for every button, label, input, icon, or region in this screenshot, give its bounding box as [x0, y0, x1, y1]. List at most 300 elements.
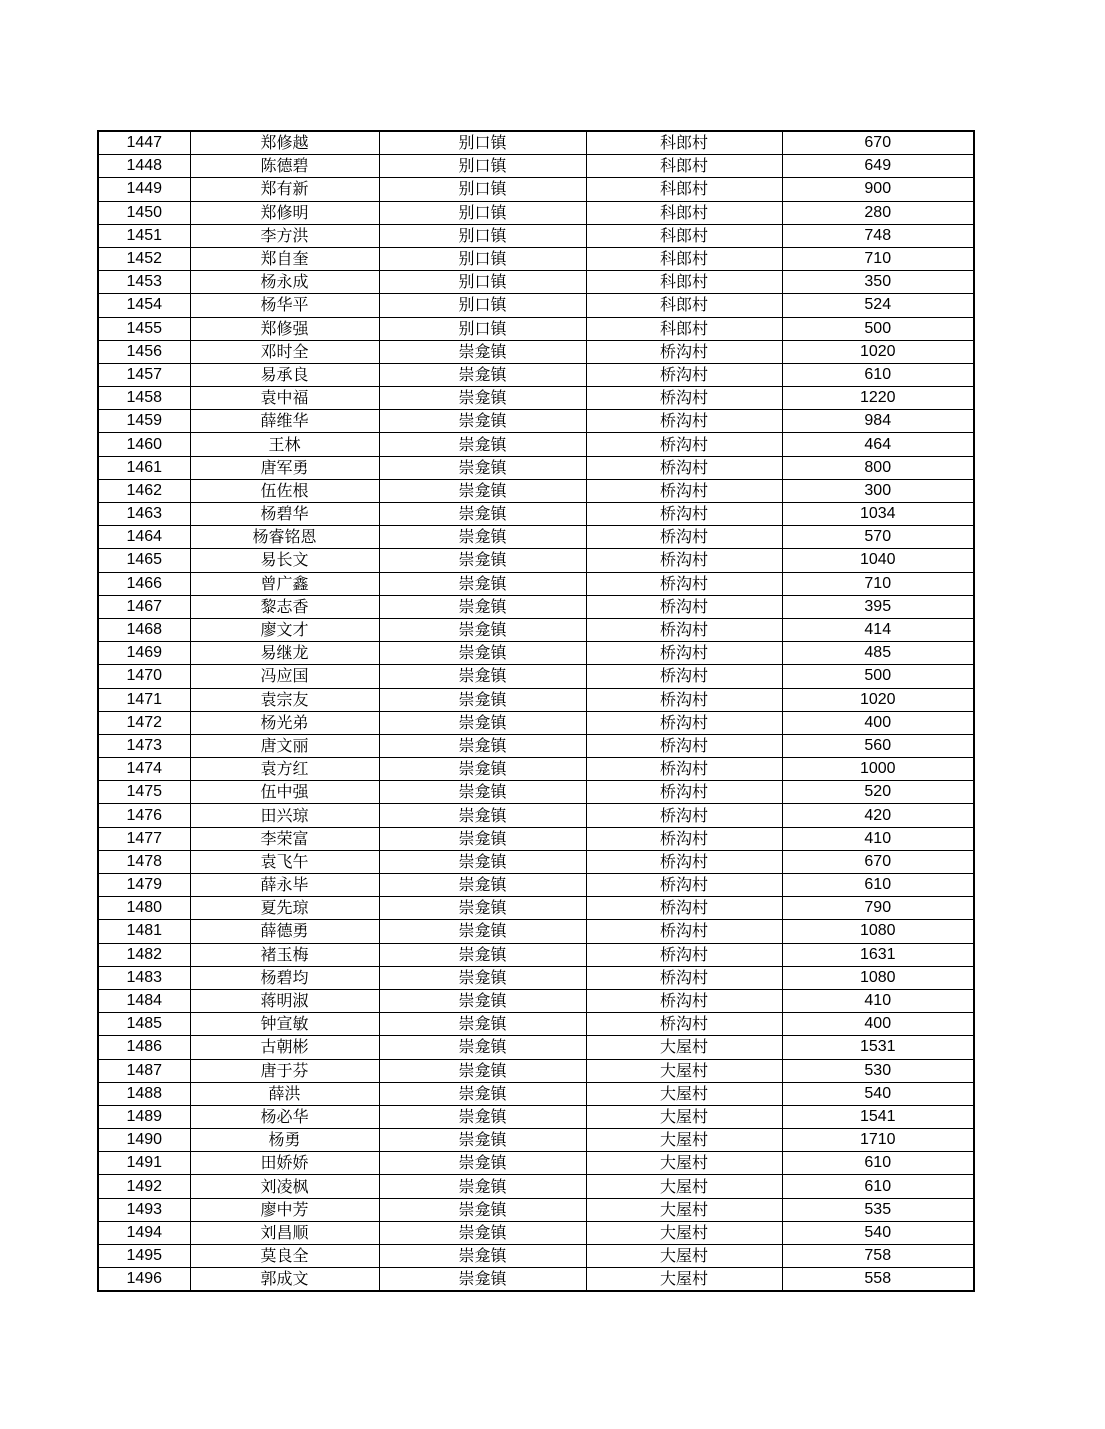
- table-row: [98, 665, 974, 688]
- row-number-cell: 1464: [98, 526, 190, 549]
- village-cell: 科郎村: [586, 247, 782, 270]
- town-cell: 崇龛镇: [379, 1268, 586, 1292]
- town-cell: 别口镇: [379, 201, 586, 224]
- row-number-cell: 1478: [98, 850, 190, 873]
- amount-cell: 610: [782, 1175, 974, 1198]
- person-name-cell: 杨光弟: [190, 711, 379, 734]
- person-name-cell: 袁中福: [190, 387, 379, 410]
- town-cell: 崇龛镇: [379, 1175, 586, 1198]
- amount-cell: 395: [782, 595, 974, 618]
- table-row: [98, 827, 974, 850]
- table-row: [98, 178, 974, 201]
- row-number-cell: 1483: [98, 966, 190, 989]
- table-row: [98, 224, 974, 247]
- person-name-cell: 冯应国: [190, 665, 379, 688]
- village-cell: 桥沟村: [586, 387, 782, 410]
- table-row: [98, 155, 974, 178]
- village-cell: 桥沟村: [586, 897, 782, 920]
- row-number-cell: 1475: [98, 781, 190, 804]
- person-name-cell: 薛洪: [190, 1082, 379, 1105]
- table-row: [98, 642, 974, 665]
- row-number-cell: 1484: [98, 989, 190, 1012]
- person-name-cell: 李方洪: [190, 224, 379, 247]
- person-name-cell: 郑修强: [190, 317, 379, 340]
- person-name-cell: 薛维华: [190, 410, 379, 433]
- amount-cell: 280: [782, 201, 974, 224]
- town-cell: 别口镇: [379, 271, 586, 294]
- amount-cell: 524: [782, 294, 974, 317]
- village-cell: 桥沟村: [586, 456, 782, 479]
- village-cell: 大屋村: [586, 1268, 782, 1292]
- village-cell: 桥沟村: [586, 827, 782, 850]
- amount-cell: 485: [782, 642, 974, 665]
- person-name-cell: 蒋明淑: [190, 989, 379, 1012]
- amount-cell: 900: [782, 178, 974, 201]
- village-cell: 科郎村: [586, 155, 782, 178]
- person-name-cell: 袁方红: [190, 758, 379, 781]
- town-cell: 崇龛镇: [379, 665, 586, 688]
- town-cell: 崇龛镇: [379, 1082, 586, 1105]
- person-name-cell: 黎志香: [190, 595, 379, 618]
- table-row: [98, 1245, 974, 1268]
- row-number-cell: 1477: [98, 827, 190, 850]
- town-cell: 别口镇: [379, 247, 586, 270]
- town-cell: 崇龛镇: [379, 363, 586, 386]
- row-number-cell: 1468: [98, 618, 190, 641]
- person-name-cell: 易承良: [190, 363, 379, 386]
- village-cell: 大屋村: [586, 1129, 782, 1152]
- table-row: [98, 572, 974, 595]
- amount-cell: 610: [782, 874, 974, 897]
- row-number-cell: 1470: [98, 665, 190, 688]
- table-row: [98, 1036, 974, 1059]
- table-row: [98, 1198, 974, 1221]
- village-cell: 大屋村: [586, 1082, 782, 1105]
- village-cell: 大屋村: [586, 1221, 782, 1244]
- person-name-cell: 杨华平: [190, 294, 379, 317]
- row-number-cell: 1449: [98, 178, 190, 201]
- person-name-cell: 袁宗友: [190, 688, 379, 711]
- town-cell: 别口镇: [379, 224, 586, 247]
- row-number-cell: 1488: [98, 1082, 190, 1105]
- table-row: [98, 247, 974, 270]
- amount-cell: 400: [782, 1013, 974, 1036]
- village-cell: 桥沟村: [586, 549, 782, 572]
- person-name-cell: 田兴琼: [190, 804, 379, 827]
- amount-cell: 670: [782, 850, 974, 873]
- table-row: [98, 503, 974, 526]
- town-cell: 崇龛镇: [379, 1245, 586, 1268]
- village-cell: 桥沟村: [586, 758, 782, 781]
- town-cell: 崇龛镇: [379, 734, 586, 757]
- village-cell: 桥沟村: [586, 966, 782, 989]
- table-row: [98, 920, 974, 943]
- row-number-cell: 1457: [98, 363, 190, 386]
- amount-cell: 1034: [782, 503, 974, 526]
- village-cell: 桥沟村: [586, 642, 782, 665]
- person-name-cell: 杨睿铭恩: [190, 526, 379, 549]
- town-cell: 崇龛镇: [379, 479, 586, 502]
- row-number-cell: 1460: [98, 433, 190, 456]
- village-cell: 科郎村: [586, 271, 782, 294]
- amount-cell: 758: [782, 1245, 974, 1268]
- amount-cell: 410: [782, 989, 974, 1012]
- person-name-cell: 薛永毕: [190, 874, 379, 897]
- row-number-cell: 1456: [98, 340, 190, 363]
- person-name-cell: 曾广鑫: [190, 572, 379, 595]
- row-number-cell: 1490: [98, 1129, 190, 1152]
- row-number-cell: 1463: [98, 503, 190, 526]
- row-number-cell: 1448: [98, 155, 190, 178]
- town-cell: 崇龛镇: [379, 897, 586, 920]
- row-number-cell: 1462: [98, 479, 190, 502]
- table-row: [98, 456, 974, 479]
- village-cell: 科郎村: [586, 178, 782, 201]
- town-cell: 崇龛镇: [379, 572, 586, 595]
- amount-cell: 710: [782, 247, 974, 270]
- table-row: [98, 131, 974, 155]
- amount-cell: 800: [782, 456, 974, 479]
- person-name-cell: 郑修越: [190, 131, 379, 155]
- town-cell: 崇龛镇: [379, 1129, 586, 1152]
- village-cell: 桥沟村: [586, 433, 782, 456]
- town-cell: 别口镇: [379, 178, 586, 201]
- amount-cell: 350: [782, 271, 974, 294]
- person-name-cell: 郑有新: [190, 178, 379, 201]
- village-cell: 桥沟村: [586, 618, 782, 641]
- amount-cell: 790: [782, 897, 974, 920]
- village-cell: 桥沟村: [586, 572, 782, 595]
- amount-cell: 670: [782, 131, 974, 155]
- amount-cell: 1080: [782, 966, 974, 989]
- person-name-cell: 杨碧华: [190, 503, 379, 526]
- row-number-cell: 1450: [98, 201, 190, 224]
- table-row: [98, 433, 974, 456]
- amount-cell: 420: [782, 804, 974, 827]
- village-cell: 桥沟村: [586, 595, 782, 618]
- table-row: [98, 688, 974, 711]
- data-table: [97, 130, 975, 1292]
- person-name-cell: 邓时全: [190, 340, 379, 363]
- town-cell: 崇龛镇: [379, 850, 586, 873]
- amount-cell: 1080: [782, 920, 974, 943]
- town-cell: 崇龛镇: [379, 827, 586, 850]
- town-cell: 崇龛镇: [379, 503, 586, 526]
- table-row: [98, 317, 974, 340]
- amount-cell: 1220: [782, 387, 974, 410]
- row-number-cell: 1454: [98, 294, 190, 317]
- town-cell: 崇龛镇: [379, 966, 586, 989]
- person-name-cell: 古朝彬: [190, 1036, 379, 1059]
- row-number-cell: 1466: [98, 572, 190, 595]
- town-cell: 崇龛镇: [379, 387, 586, 410]
- village-cell: 大屋村: [586, 1036, 782, 1059]
- amount-cell: 540: [782, 1082, 974, 1105]
- amount-cell: 649: [782, 155, 974, 178]
- table-row: [98, 1129, 974, 1152]
- amount-cell: 610: [782, 1152, 974, 1175]
- village-cell: 桥沟村: [586, 920, 782, 943]
- table-row: [98, 479, 974, 502]
- table-row: [98, 1082, 974, 1105]
- row-number-cell: 1489: [98, 1105, 190, 1128]
- row-number-cell: 1479: [98, 874, 190, 897]
- person-name-cell: 李荣富: [190, 827, 379, 850]
- amount-cell: 610: [782, 363, 974, 386]
- village-cell: 桥沟村: [586, 479, 782, 502]
- row-number-cell: 1493: [98, 1198, 190, 1221]
- village-cell: 大屋村: [586, 1245, 782, 1268]
- person-name-cell: 郑自奎: [190, 247, 379, 270]
- village-cell: 科郎村: [586, 317, 782, 340]
- table-row: [98, 294, 974, 317]
- town-cell: 崇龛镇: [379, 989, 586, 1012]
- amount-cell: 414: [782, 618, 974, 641]
- town-cell: 别口镇: [379, 317, 586, 340]
- person-name-cell: 唐文丽: [190, 734, 379, 757]
- village-cell: 科郎村: [586, 294, 782, 317]
- table-row: [98, 1175, 974, 1198]
- amount-cell: 464: [782, 433, 974, 456]
- town-cell: 崇龛镇: [379, 1198, 586, 1221]
- amount-cell: 1040: [782, 549, 974, 572]
- table-row: [98, 549, 974, 572]
- person-name-cell: 郑修明: [190, 201, 379, 224]
- amount-cell: 1000: [782, 758, 974, 781]
- table-row: [98, 1059, 974, 1082]
- row-number-cell: 1451: [98, 224, 190, 247]
- town-cell: 崇龛镇: [379, 549, 586, 572]
- town-cell: 崇龛镇: [379, 920, 586, 943]
- village-cell: 大屋村: [586, 1059, 782, 1082]
- town-cell: 崇龛镇: [379, 1152, 586, 1175]
- row-number-cell: 1474: [98, 758, 190, 781]
- amount-cell: 570: [782, 526, 974, 549]
- village-cell: 桥沟村: [586, 410, 782, 433]
- row-number-cell: 1447: [98, 131, 190, 155]
- town-cell: 崇龛镇: [379, 433, 586, 456]
- row-number-cell: 1486: [98, 1036, 190, 1059]
- amount-cell: 748: [782, 224, 974, 247]
- village-cell: 桥沟村: [586, 1013, 782, 1036]
- town-cell: 别口镇: [379, 294, 586, 317]
- amount-cell: 984: [782, 410, 974, 433]
- person-name-cell: 田娇娇: [190, 1152, 379, 1175]
- row-number-cell: 1461: [98, 456, 190, 479]
- table-row: [98, 595, 974, 618]
- table-row: [98, 734, 974, 757]
- table-row: [98, 943, 974, 966]
- person-name-cell: 褚玉梅: [190, 943, 379, 966]
- amount-cell: 400: [782, 711, 974, 734]
- village-cell: 大屋村: [586, 1198, 782, 1221]
- person-name-cell: 袁飞午: [190, 850, 379, 873]
- row-number-cell: 1496: [98, 1268, 190, 1292]
- table-row: [98, 410, 974, 433]
- table-row: [98, 781, 974, 804]
- table-row: [98, 1013, 974, 1036]
- person-name-cell: 夏先琼: [190, 897, 379, 920]
- table-row: [98, 340, 974, 363]
- table-row: [98, 1221, 974, 1244]
- amount-cell: 500: [782, 317, 974, 340]
- row-number-cell: 1465: [98, 549, 190, 572]
- town-cell: 崇龛镇: [379, 1221, 586, 1244]
- row-number-cell: 1487: [98, 1059, 190, 1082]
- person-name-cell: 伍中强: [190, 781, 379, 804]
- table-row: [98, 897, 974, 920]
- town-cell: 崇龛镇: [379, 943, 586, 966]
- table-row: [98, 966, 974, 989]
- town-cell: 崇龛镇: [379, 874, 586, 897]
- amount-cell: 520: [782, 781, 974, 804]
- amount-cell: 500: [782, 665, 974, 688]
- row-number-cell: 1473: [98, 734, 190, 757]
- row-number-cell: 1469: [98, 642, 190, 665]
- table-row: [98, 1268, 974, 1292]
- village-cell: 科郎村: [586, 131, 782, 155]
- village-cell: 桥沟村: [586, 850, 782, 873]
- town-cell: 崇龛镇: [379, 642, 586, 665]
- table-row: [98, 874, 974, 897]
- town-cell: 崇龛镇: [379, 456, 586, 479]
- town-cell: 崇龛镇: [379, 618, 586, 641]
- village-cell: 桥沟村: [586, 734, 782, 757]
- amount-cell: 710: [782, 572, 974, 595]
- village-cell: 桥沟村: [586, 526, 782, 549]
- row-number-cell: 1455: [98, 317, 190, 340]
- person-name-cell: 钟宣敏: [190, 1013, 379, 1036]
- person-name-cell: 廖文才: [190, 618, 379, 641]
- row-number-cell: 1485: [98, 1013, 190, 1036]
- table-row: [98, 526, 974, 549]
- amount-cell: 558: [782, 1268, 974, 1292]
- row-number-cell: 1495: [98, 1245, 190, 1268]
- village-cell: 桥沟村: [586, 665, 782, 688]
- table-row: [98, 363, 974, 386]
- table-row: [98, 618, 974, 641]
- person-name-cell: 唐于芬: [190, 1059, 379, 1082]
- person-name-cell: 杨永成: [190, 271, 379, 294]
- table-row: [98, 711, 974, 734]
- row-number-cell: 1467: [98, 595, 190, 618]
- person-name-cell: 唐军勇: [190, 456, 379, 479]
- table-row: [98, 758, 974, 781]
- table-row: [98, 804, 974, 827]
- village-cell: 大屋村: [586, 1152, 782, 1175]
- amount-cell: 1710: [782, 1129, 974, 1152]
- row-number-cell: 1453: [98, 271, 190, 294]
- village-cell: 桥沟村: [586, 804, 782, 827]
- town-cell: 崇龛镇: [379, 526, 586, 549]
- village-cell: 桥沟村: [586, 363, 782, 386]
- amount-cell: 1020: [782, 688, 974, 711]
- town-cell: 别口镇: [379, 131, 586, 155]
- amount-cell: 1020: [782, 340, 974, 363]
- table-body: [98, 131, 974, 1291]
- person-name-cell: 郭成文: [190, 1268, 379, 1292]
- person-name-cell: 杨必华: [190, 1105, 379, 1128]
- village-cell: 桥沟村: [586, 340, 782, 363]
- row-number-cell: 1482: [98, 943, 190, 966]
- town-cell: 崇龛镇: [379, 410, 586, 433]
- amount-cell: 1531: [782, 1036, 974, 1059]
- person-name-cell: 莫良全: [190, 1245, 379, 1268]
- row-number-cell: 1476: [98, 804, 190, 827]
- town-cell: 崇龛镇: [379, 1105, 586, 1128]
- village-cell: 桥沟村: [586, 711, 782, 734]
- table-row: [98, 989, 974, 1012]
- amount-cell: 535: [782, 1198, 974, 1221]
- table-row: [98, 850, 974, 873]
- amount-cell: 540: [782, 1221, 974, 1244]
- person-name-cell: 王林: [190, 433, 379, 456]
- row-number-cell: 1481: [98, 920, 190, 943]
- person-name-cell: 刘昌顺: [190, 1221, 379, 1244]
- village-cell: 桥沟村: [586, 943, 782, 966]
- amount-cell: 300: [782, 479, 974, 502]
- row-number-cell: 1459: [98, 410, 190, 433]
- village-cell: 桥沟村: [586, 874, 782, 897]
- village-cell: 大屋村: [586, 1175, 782, 1198]
- town-cell: 崇龛镇: [379, 1059, 586, 1082]
- person-name-cell: 杨勇: [190, 1129, 379, 1152]
- table-row: [98, 1105, 974, 1128]
- person-name-cell: 伍佐根: [190, 479, 379, 502]
- amount-cell: 410: [782, 827, 974, 850]
- town-cell: 崇龛镇: [379, 1036, 586, 1059]
- row-number-cell: 1491: [98, 1152, 190, 1175]
- village-cell: 桥沟村: [586, 781, 782, 804]
- town-cell: 崇龛镇: [379, 804, 586, 827]
- row-number-cell: 1458: [98, 387, 190, 410]
- town-cell: 崇龛镇: [379, 711, 586, 734]
- table-row: [98, 1152, 974, 1175]
- person-name-cell: 陈德碧: [190, 155, 379, 178]
- amount-cell: 1631: [782, 943, 974, 966]
- row-number-cell: 1492: [98, 1175, 190, 1198]
- table-row: [98, 387, 974, 410]
- row-number-cell: 1494: [98, 1221, 190, 1244]
- table-row: [98, 201, 974, 224]
- town-cell: 崇龛镇: [379, 1013, 586, 1036]
- village-cell: 桥沟村: [586, 688, 782, 711]
- town-cell: 崇龛镇: [379, 758, 586, 781]
- village-cell: 大屋村: [586, 1105, 782, 1128]
- person-name-cell: 刘凌枫: [190, 1175, 379, 1198]
- row-number-cell: 1480: [98, 897, 190, 920]
- row-number-cell: 1452: [98, 247, 190, 270]
- row-number-cell: 1472: [98, 711, 190, 734]
- person-name-cell: 薛德勇: [190, 920, 379, 943]
- person-name-cell: 易继龙: [190, 642, 379, 665]
- village-cell: 科郎村: [586, 201, 782, 224]
- person-name-cell: 易长文: [190, 549, 379, 572]
- table-row: [98, 271, 974, 294]
- town-cell: 崇龛镇: [379, 781, 586, 804]
- village-cell: 科郎村: [586, 224, 782, 247]
- town-cell: 崇龛镇: [379, 340, 586, 363]
- town-cell: 别口镇: [379, 155, 586, 178]
- person-name-cell: 廖中芳: [190, 1198, 379, 1221]
- village-cell: 桥沟村: [586, 503, 782, 526]
- town-cell: 崇龛镇: [379, 595, 586, 618]
- amount-cell: 1541: [782, 1105, 974, 1128]
- village-cell: 桥沟村: [586, 989, 782, 1012]
- person-name-cell: 杨碧均: [190, 966, 379, 989]
- row-number-cell: 1471: [98, 688, 190, 711]
- amount-cell: 560: [782, 734, 974, 757]
